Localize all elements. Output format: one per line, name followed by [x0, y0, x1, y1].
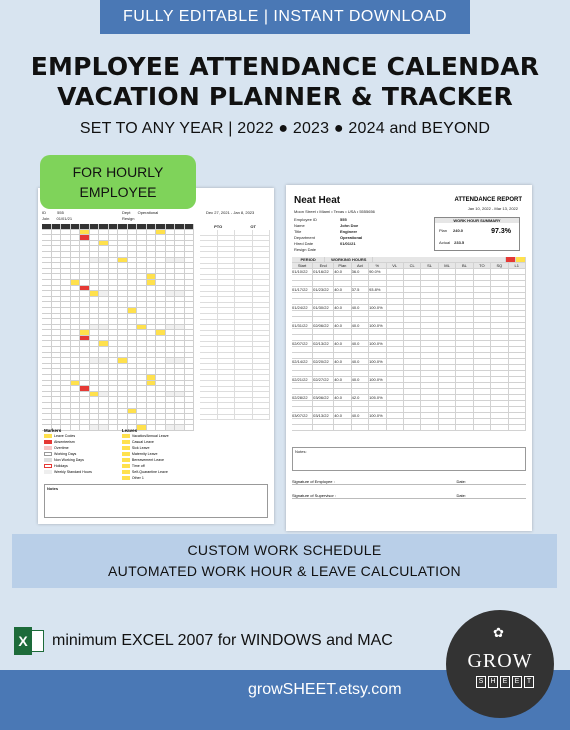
column-header: BL — [456, 263, 473, 269]
notes-label: Notes — [47, 486, 59, 491]
marker-item: Weekly Standard Hours — [44, 469, 92, 475]
table-row: 03/07/22 03/13/22 40.0 40.0 100.0% — [292, 413, 526, 419]
subtitle: SET TO ANY YEAR | 2022 ● 2023 ● 2024 and BEYOND — [79, 120, 491, 137]
hourly-employee-badge — [40, 155, 196, 209]
table-row: 01/31/22 02/06/22 40.0 40.0 100.0% — [292, 323, 526, 329]
excel-requirement-text: minimum EXCEL 2007 for WINDOWS and MAC — [52, 632, 393, 649]
leaves-legend — [122, 428, 169, 481]
title-line-2: VACATION PLANNER & TRACKER — [57, 82, 513, 111]
period-label: PERIOD — [292, 257, 325, 263]
report-range: Jan 10, 2022 - Mar 13, 2022 — [467, 206, 518, 211]
dept-value: Operational — [137, 210, 159, 215]
feature-line-2: AUTOMATED WORK HOUR & LEAVE CALCULATION — [108, 563, 461, 579]
calendar-body — [42, 230, 194, 431]
feature-box — [12, 534, 557, 588]
table-row: 01/10/22 01/16/22 40.0 36.0 90.0% — [292, 269, 526, 275]
plan-label: Plan — [439, 228, 448, 233]
main-title — [0, 52, 570, 112]
leaves-title: Leaves — [121, 428, 138, 433]
leave-item: Time off — [122, 463, 169, 469]
flower-icon: ✿ — [493, 625, 504, 640]
column-header: ML — [439, 263, 456, 269]
column-header: % — [369, 263, 386, 269]
logo-sheet-letters: S H E E T — [476, 676, 534, 688]
pto-ot-body — [200, 230, 270, 420]
logo-grow-text: GROW — [467, 650, 533, 672]
column-header: Plan — [334, 263, 351, 269]
percent-value: 97.3% — [491, 228, 511, 235]
column-header: CL — [404, 263, 421, 269]
id-label: ID — [42, 210, 46, 215]
notes-box — [44, 484, 268, 518]
report-notes-label: Notes: — [295, 449, 307, 454]
excel-requirement — [14, 627, 393, 655]
table-row — [292, 425, 526, 431]
join-label: Join — [42, 216, 50, 221]
leave-item: Sick Leave — [122, 445, 169, 451]
table-row: 02/14/22 02/20/22 40.0 40.0 100.0% — [292, 359, 526, 365]
leave-item: Bereavement Leave — [122, 457, 169, 463]
column-header: Start — [292, 263, 313, 269]
actual-label: Actual — [439, 240, 451, 245]
dept-field — [122, 210, 158, 215]
column-header: VL — [387, 263, 404, 269]
column-header: End — [313, 263, 334, 269]
dept-label: Dept — [122, 210, 131, 215]
resign-label: Resign — [122, 216, 135, 221]
column-header: Act — [352, 263, 369, 269]
leave-item: Casual Leave — [122, 439, 169, 445]
join-field — [42, 216, 72, 221]
marker-item: Leave Codes — [44, 433, 92, 439]
pto-ot-grid — [200, 224, 270, 420]
marker-item: Absenteeism — [44, 439, 92, 445]
calendar-grid — [42, 224, 194, 431]
table-row: 01/24/22 01/30/22 40.0 40.0 100.0% — [292, 305, 526, 311]
leave-item: Maternity Leave — [122, 451, 169, 457]
legend — [44, 428, 264, 481]
plan-value: 240.0 — [453, 228, 464, 233]
table-row: 02/28/22 03/06/22 40.0 42.0 105.0% — [292, 395, 526, 401]
growsheet-logo — [446, 610, 554, 718]
column-header: TO — [474, 263, 491, 269]
marker-item: Working Days — [44, 451, 92, 457]
table-row: 01/17/22 01/23/22 40.0 37.5 93.8% — [292, 287, 526, 293]
marker-item: Non Working Days — [44, 457, 92, 463]
supervisor-signature-line: Signature of Supervisor : Date: — [292, 493, 526, 499]
leave-item: Other 1 — [122, 475, 169, 481]
employee-signature-line: Signature of Employee : Date: — [292, 479, 526, 485]
top-banner: FULLY EDITABLE | INSTANT DOWNLOAD — [100, 0, 470, 34]
working-hours-label: WORKING HOURS — [325, 257, 373, 263]
shop-url[interactable]: growSHEET.etsy.com — [248, 681, 402, 698]
ot-label: OT — [250, 224, 256, 229]
badge-line-1: FOR HOURLY — [72, 164, 164, 180]
report-title: ATTENDANCE REPORT — [454, 197, 522, 203]
id-field — [42, 210, 64, 215]
badge-line-2: EMPLOYEE — [79, 184, 157, 200]
join-value: 01/01/21 — [56, 216, 73, 221]
table-row: 02/07/22 02/13/22 40.0 40.0 100.0% — [292, 341, 526, 347]
leave-item: Self-Quarantine Leave — [122, 469, 169, 475]
calendar-sheet-preview — [38, 188, 274, 524]
table-row: 02/21/22 02/27/22 40.0 40.0 100.0% — [292, 377, 526, 383]
actual-value: 233.5 — [454, 240, 465, 245]
employee-fields: Employee ID 555 Name John Doe Title Engineer Department Operational Hired Date 01/01/21 Resign Date — [294, 217, 363, 252]
marker-item: Holidays — [44, 463, 92, 469]
summary-title: WORK HOUR SUMMARY — [435, 218, 519, 223]
work-hour-summary — [434, 217, 520, 251]
report-table — [292, 257, 526, 431]
column-header: SL — [421, 263, 438, 269]
markers-legend — [44, 428, 92, 481]
column-header: L1 — [509, 263, 526, 269]
markers-title: Markers — [44, 428, 62, 433]
date-range: Dec 27, 2021 - Jan 8, 2023 — [206, 210, 255, 215]
id-value: 555 — [57, 210, 64, 215]
column-header: SQ — [491, 263, 508, 269]
leave-item: Vacation/Annual Leave — [122, 433, 169, 439]
marker-item: Overtime — [44, 445, 92, 451]
excel-icon: X — [14, 627, 44, 655]
attendance-report-preview — [286, 185, 532, 531]
title-line-1: EMPLOYEE ATTENDANCE CALENDAR — [30, 52, 540, 81]
company-name: Neat Heat — [294, 195, 341, 206]
feature-line-1: CUSTOM WORK SCHEDULE — [187, 542, 382, 558]
table-body — [292, 269, 526, 431]
company-address: Moon Street • Miami • Texas • USA • 5555656 — [294, 209, 375, 214]
pto-label: PTO — [214, 224, 223, 229]
report-notes-box — [292, 447, 526, 471]
